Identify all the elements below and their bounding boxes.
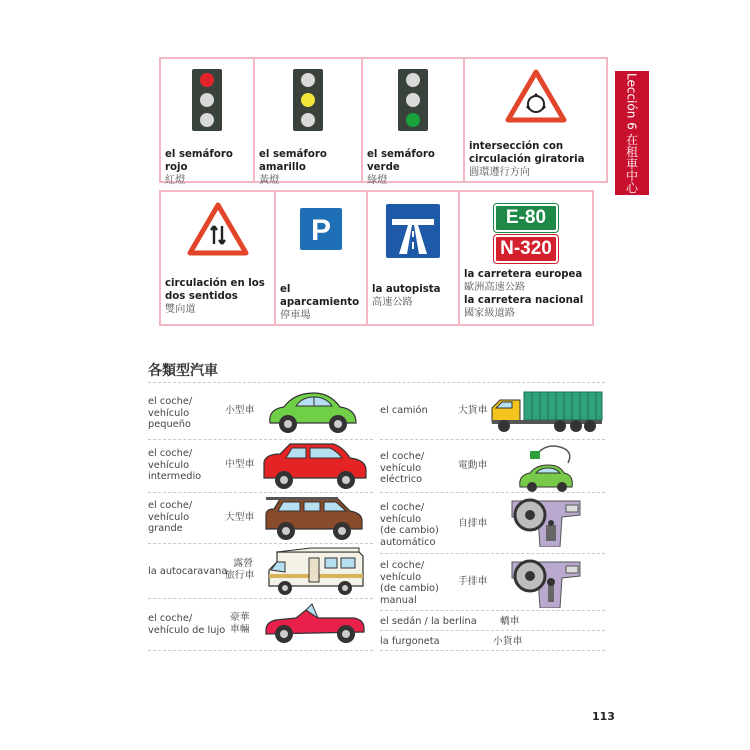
sign-label-es: circulación en los dos sentidos bbox=[165, 278, 265, 302]
sign-cell-road-numbers bbox=[458, 192, 592, 324]
sign-cell-motorway bbox=[366, 192, 458, 324]
two-way-traffic-sign-icon bbox=[187, 202, 249, 256]
vehicle-es: la autocaravana bbox=[148, 566, 228, 577]
signs-grid-row1 bbox=[159, 57, 608, 186]
automatic-dashboard-icon bbox=[510, 495, 582, 547]
road-number-signs-icon bbox=[494, 204, 558, 263]
vehicle-zh: 大貨車 bbox=[458, 405, 488, 416]
vehicle-es: el camión bbox=[380, 405, 428, 416]
european-road-badge: E-80 bbox=[494, 204, 558, 232]
roundabout-sign-icon bbox=[505, 69, 567, 123]
vehicle-zh: 自排車 bbox=[458, 518, 488, 529]
manual-dashboard-icon bbox=[510, 556, 582, 608]
amber-traffic-light-icon bbox=[293, 69, 323, 131]
motorhome-icon bbox=[263, 544, 367, 596]
sign-label-es: la autopista bbox=[372, 284, 441, 295]
row-divider bbox=[380, 553, 605, 554]
vehicle-types-title: 各類型汽車 bbox=[148, 363, 218, 379]
sign-label-es: intersección con circulación giratoria bbox=[469, 141, 585, 165]
motorway-sign-icon bbox=[386, 204, 440, 258]
truck-icon bbox=[490, 388, 604, 434]
sign-label-es: el semáforo verde bbox=[367, 149, 435, 173]
row-divider bbox=[380, 439, 605, 440]
vehicle-zh: 手排車 bbox=[458, 576, 488, 587]
vehicle-es: la furgoneta bbox=[380, 636, 440, 647]
vehicle-zh: 中型車 bbox=[225, 459, 255, 470]
green-traffic-light-icon bbox=[398, 69, 428, 131]
national-road-badge: N-320 bbox=[494, 235, 558, 263]
sign-label-es: la carretera europea bbox=[464, 269, 583, 280]
sign-label-zh: 停車場 bbox=[280, 310, 311, 321]
vehicle-es: el coche/ vehículo intermedio bbox=[148, 448, 202, 482]
vehicle-zh: 小貨車 bbox=[493, 636, 523, 647]
vehicle-es: el coche/ vehículo eléctrico bbox=[380, 451, 425, 485]
signs-grid-row2 bbox=[159, 190, 594, 326]
vehicle-row-top-rule bbox=[148, 382, 605, 383]
vehicle-es: el coche/ vehículo de lujo bbox=[148, 613, 226, 636]
parking-sign-icon bbox=[300, 208, 342, 250]
medium-car-icon bbox=[260, 440, 370, 492]
vehicle-es: el coche/ vehículo (de cambio) automático bbox=[380, 502, 439, 548]
vehicle-es: el coche/ vehículo pequeño bbox=[148, 396, 193, 430]
row-divider bbox=[380, 630, 605, 631]
large-car-icon bbox=[262, 493, 366, 543]
sign-label-zh: 歐洲高速公路 bbox=[464, 282, 526, 293]
sign-label-es: el semáforo amarillo bbox=[259, 149, 327, 173]
vehicle-zh: 轎車 bbox=[500, 616, 520, 627]
sign-label-zh: 雙向道 bbox=[165, 304, 196, 315]
row-divider bbox=[148, 650, 373, 651]
electric-car-icon bbox=[516, 441, 578, 495]
sign-label-zh: 紅燈 bbox=[165, 175, 186, 186]
sign-label-es: el aparcamiento bbox=[280, 284, 360, 308]
red-traffic-light-icon bbox=[192, 69, 222, 131]
page-number: 113 bbox=[592, 710, 615, 723]
sign-label-zh: 高速公路 bbox=[372, 297, 413, 308]
vehicle-zh: 豪華 車輛 bbox=[230, 612, 250, 635]
sign-cell-green bbox=[361, 59, 463, 186]
sign-cell-red bbox=[161, 59, 253, 186]
sign-cell-roundabout bbox=[463, 59, 606, 181]
sign-label-zh: 國家級道路 bbox=[464, 308, 515, 319]
sign-label-es: la carretera nacional bbox=[464, 295, 584, 306]
sign-cell-two-way bbox=[161, 192, 274, 324]
vehicle-zh: 電動車 bbox=[458, 460, 488, 471]
sign-label-es: el semáforo rojo bbox=[165, 149, 233, 173]
vehicle-zh: 大型車 bbox=[225, 512, 255, 523]
sign-cell-parking bbox=[274, 192, 366, 324]
sign-label-zh: 黃燈 bbox=[259, 175, 280, 186]
row-divider bbox=[380, 610, 605, 611]
parking-glyph: P bbox=[310, 214, 332, 247]
vehicle-zh: 小型車 bbox=[225, 405, 255, 416]
luxury-convertible-icon bbox=[262, 600, 368, 646]
small-car-icon bbox=[262, 387, 362, 437]
row-divider bbox=[148, 598, 373, 599]
sign-cell-amber bbox=[253, 59, 361, 186]
sign-label-zh: 圓環遵行方向 bbox=[469, 167, 531, 178]
vehicle-zh: 露營 旅行車 bbox=[225, 558, 255, 581]
vehicle-es: el coche/ vehículo (de cambio) manual bbox=[380, 560, 439, 606]
row-divider bbox=[380, 650, 605, 651]
lesson-side-tab: Lección 6 在租車中心 bbox=[615, 71, 649, 195]
sign-label-zh: 綠燈 bbox=[367, 175, 388, 186]
vehicle-es: el coche/ vehículo grande bbox=[148, 500, 193, 534]
row-divider bbox=[380, 492, 605, 493]
vehicle-es: el sedán / la berlina bbox=[380, 616, 477, 627]
